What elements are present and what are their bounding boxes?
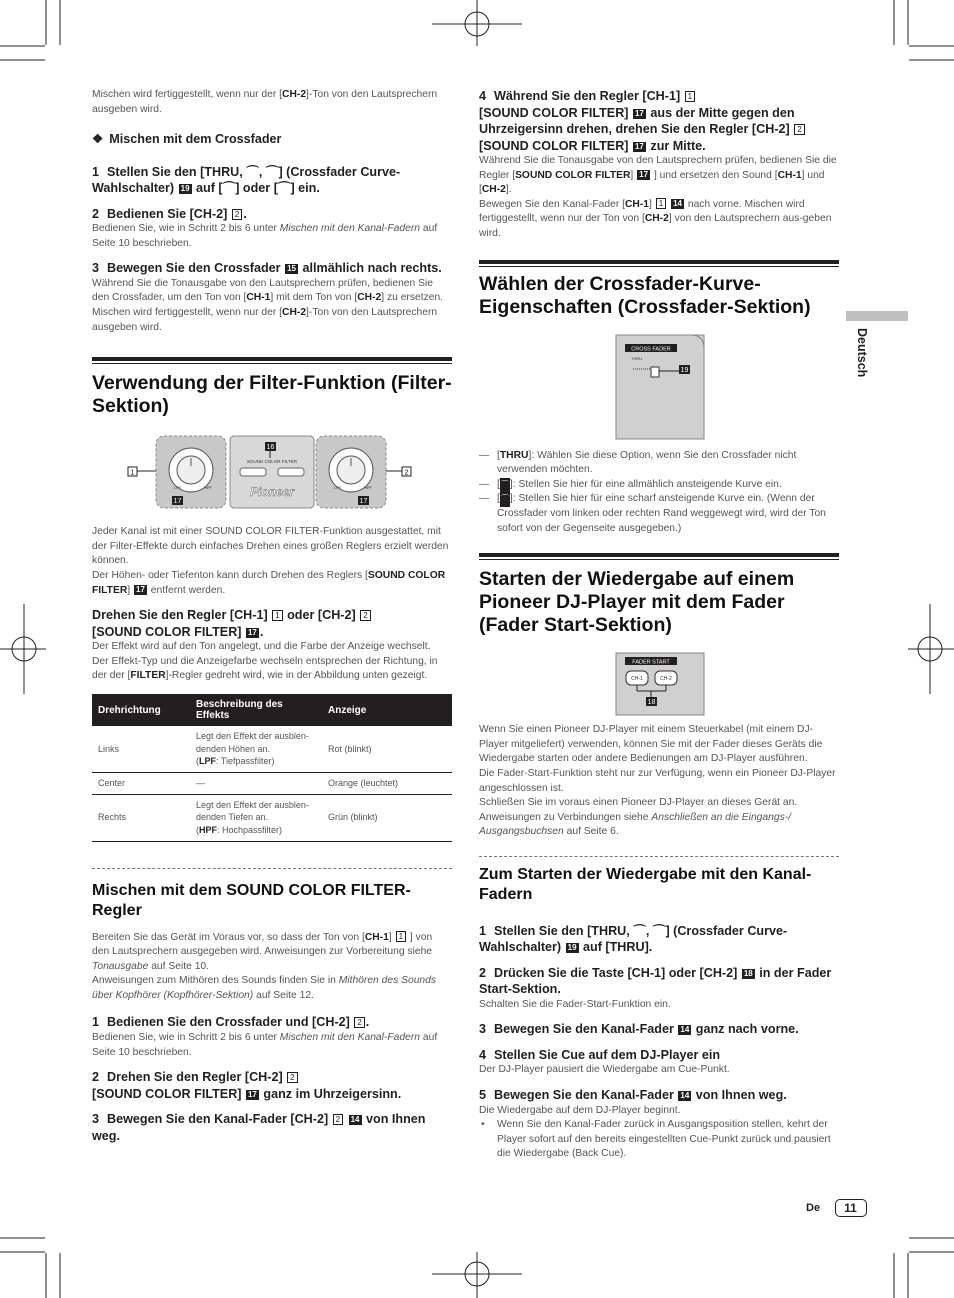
scf-para: Bereiten Sie das Gerät im Voraus vor, so dass der Ton von [CH-1] 1 ] von den Lautsprechern ausgegeben wird. Anweisungen zur Vorbereitung siehe Tonausgabe auf Seite 10. Anweisungen zum Mithören des Sounds finden Sie in Mithören des Sounds über Kopfhörer (Kopfhörer-Sektion) auf Seite 12. — [92, 931, 437, 1001]
kf-step-5: 5 Bewegen Sie den Kanal-Fader 14 von Ihnen weg. — [479, 1088, 787, 1103]
table-row: Rechts Legt den Effekt der ausblen-denden Tiefen an. (HPF: Hochpassfilter) Grün (blinkt) — [92, 794, 452, 841]
cf-step-2-body: Bedienen Sie, wie in Schritt 2 bis 6 unter Mischen mit den Kanal-Fadern auf Seite 10 beschrieben. — [92, 223, 438, 249]
kf-step-4: 4 Stellen Sie Cue auf dem DJ-Player ein — [479, 1047, 721, 1062]
intro-text: Mischen wird fertiggestellt, wenn nur der [CH-2]-Ton von den Lautsprechern ausgeben wird. — [92, 89, 438, 115]
kanal-fader-title: Zum Starten der Wiedergabe mit den Kanal-Fadern — [479, 865, 812, 903]
crossfader-figure — [479, 333, 839, 441]
svg-text:18: 18 — [647, 699, 656, 707]
table-header: Anzeige — [322, 694, 452, 726]
scf-step-3: 3 Bewegen Sie den Kanal-Fader [CH-2] 2 14 von Ihnen weg. — [92, 1112, 426, 1143]
filter-rule — [92, 357, 452, 361]
kf-step-2-body: Schalten Sie die Fader-Start-Funktion ein. — [479, 998, 671, 1010]
cf-step-1: 1 Stellen Sie den [THRU, ⌒, ⌒] (Crossfader Curve-Wahlschalter) 19 auf [⌒] oder [⌒] ein. — [92, 164, 401, 196]
curve-option-gradual: — [⌒]: Stellen Sie hier für eine allmählich ansteigende Kurve ein. — [479, 478, 839, 493]
effect-table — [92, 694, 452, 842]
table-header: Drehrichtung — [92, 694, 190, 726]
kf-step-5-body: Die Wiedergabe auf dem DJ-Player beginnt. — [479, 1104, 681, 1116]
svg-text:17: 17 — [173, 498, 182, 506]
svg-text:2: 2 — [404, 469, 409, 477]
page-footer — [806, 1199, 867, 1217]
table-row: Links Legt den Effekt der ausblen-denden Höhen an. (LPF: Tiefpassfilter) Rot (blinkt) — [92, 726, 452, 773]
fader-start-rule — [479, 553, 839, 557]
fader-start-figure — [479, 651, 839, 717]
svg-text:17: 17 — [359, 498, 368, 506]
language-tab — [846, 311, 908, 321]
scf-step-1-body: Bedienen Sie, wie in Schritt 2 bis 6 unter Mischen mit den Kanal-Fadern auf Seite 10 beschrieben. — [92, 1031, 438, 1058]
kf-step-3: 3 Bewegen Sie den Kanal-Fader 14 ganz nach vorne. — [479, 1022, 799, 1037]
scf-step-1: 1 Bedienen Sie den Crossfader und [CH-2] 2 . — [92, 1015, 370, 1030]
svg-text:FADER START: FADER START — [632, 659, 670, 666]
step-4: 4 Während Sie den Regler [CH-1] 1 [SOUND COLOR FILTER] 17 aus der Mitte gegen den Uhrzeigersinn drehen, drehen Sie den Regler [CH-2] 2 [SOUND COLOR FILTER] 17 zur Mitte. — [479, 88, 839, 154]
step-4-body: Während Sie die Tonausgabe von den Lautsprechern prüfen, bedienen Sie die Regler [SOUND COLOR FILTER] 17 ] und ersetzen den Sound [CH-1] und [CH-2]. Bewegen Sie den Kanal-Fader [CH-1] 1 14 nach vorne. Mischen wird fertiggestellt, wenn nur der Ton von [CH-2] von den Lautsprechern aus-geben wird. — [479, 155, 837, 239]
footer-language: De — [806, 1202, 821, 1214]
kanal-divider — [479, 856, 839, 857]
table-row: Center — Orange (leuchtet) — [92, 773, 452, 795]
crossfader-section-title: Wählen der Crossfader-Kurve-Eigenschaften (Crossfader-Sektion) — [479, 272, 811, 318]
kf-step-4-body: Der DJ-Player pausiert die Wiedergabe am Cue-Punkt. — [479, 1064, 730, 1076]
svg-text:1: 1 — [130, 469, 135, 477]
filter-para-1: Jeder Kanal ist mit einer SOUND COLOR FILTER-Funktion ausgestattet, mit der Filter-Effekte durch einfaches Drehen eines großen Reglers erzielt werden können. Der Höhen- oder Tiefenton kann durch Drehen des Reglers [SOUND COLOR FILTER] 17 entfernt werden. — [92, 526, 449, 596]
kf-step-5-bullet: • Wenn Sie den Kanal-Fader zurück in Ausgangsposition stellen, kehrt der Player sofort auf den bereits eingestellten Cue-Punkt zurück und pausiert die Wiedergabe (Back Cue). — [479, 1118, 839, 1162]
svg-text:19: 19 — [680, 366, 689, 374]
scf-section-title: Mischen mit dem SOUND COLOR FILTER-Regler — [92, 881, 411, 919]
filter-step: Drehen Sie den Regler [CH-1] 1 oder [CH-2] 2 [SOUND COLOR FILTER] 17 . — [92, 607, 452, 640]
scf-step-2: 2 Drehen Sie den Regler [CH-2] 2 [SOUND COLOR FILTER] 17 ganz im Uhrzeigersinn. — [92, 1070, 402, 1101]
table-header-row — [92, 694, 452, 726]
svg-text:SOUND COLOR FILTER: SOUND COLOR FILTER — [247, 459, 297, 465]
kf-step-1: 1 Stellen Sie den [THRU, ⌒, ⌒] (Crossfader Curve-Wahlschalter) 19 auf [THRU]. — [479, 923, 788, 955]
svg-text:CROSS FADER: CROSS FADER — [631, 346, 671, 353]
svg-text:CH-2: CH-2 — [660, 676, 672, 683]
svg-text:THRU: THRU — [631, 355, 643, 361]
crossfader-heading: ❖ Mischen mit dem Crossfader — [92, 132, 282, 147]
filter-step-body: Der Effekt wird auf den Ton angelegt, und die Farbe der Anzeige wechselt. Der Effekt-Typ und die Anzeigefarbe wechseln entsprechen der Richtung, in der der [FILTER]-Regler gedreht wird, wie in der Abbildung unten gezeigt. — [92, 641, 438, 682]
cf-step-2: 2 Bedienen Sie [CH-2] 2 . — [92, 206, 247, 221]
left-column — [92, 88, 452, 1144]
svg-text:LPF: LPF — [174, 485, 182, 491]
crossfader-section-rule — [479, 260, 839, 264]
kf-step-2: 2 Drücken Sie die Taste [CH-1] oder [CH-2] 18 in der Fader Start-Sektion. — [479, 965, 832, 997]
filter-section-figure — [92, 434, 452, 520]
svg-text:Pioneer: Pioneer — [249, 485, 295, 500]
fader-start-title: Starten der Wiedergabe auf einem Pioneer DJ-Player mit dem Fader (Fader Start-Sektion) — [479, 568, 795, 637]
fader-start-para: Wenn Sie einen Pioneer DJ-Player mit einem Steuerkabel (mit einem DJ-Player mitgeliefert) verwenden, können Sie mit der Fader dieses Geräts die Wiedergabe starten oder andere Bedienungen am DJ-Player ausführen. Die Fader-Start-Funktion steht nur zur Verfügung, wenn ein Pioneer DJ-Player angeschlossen ist. Schließen Sie im voraus einen Pioneer DJ-Player an dieses Gerät an. Anweisungen zu Verbindungen siehe Anschließen an die Eingangs-/ Ausgangsbuchsen auf Seite 6. — [479, 724, 836, 838]
cf-step-3: 3 Bewegen Sie den Crossfader 15 allmählich nach rechts. — [92, 261, 442, 276]
svg-text:Deutsch: Deutsch — [855, 328, 869, 378]
filter-section-title: Verwendung der Filter-Funktion (Filter-Sektion) — [92, 372, 452, 418]
page-number: 11 — [835, 1199, 867, 1217]
cf-step-3-body: Während Sie die Tonausgabe von den Lautsprechern prüfen, bedienen Sie den Crossfader, um den Ton von [CH-1] mit dem Ton von [CH-2] zu ersetzen. Mischen wird fertiggestellt, wenn nur der [CH-2]-Ton von den Lautsprechern ausgeben wird. — [92, 277, 444, 333]
table-header: Beschreibung des Effekts — [190, 694, 322, 726]
svg-text:16: 16 — [266, 444, 275, 452]
language-label — [852, 328, 872, 388]
curve-option-thru: — [THRU]: Wählen Sie diese Option, wenn Sie den Crossfader nicht verwenden möchten. — [479, 449, 839, 478]
svg-text:HPF: HPF — [204, 485, 212, 491]
svg-text:HPF: HPF — [364, 485, 372, 491]
svg-text:LPF: LPF — [334, 485, 342, 491]
scf-divider — [92, 868, 452, 869]
right-column — [479, 88, 839, 1162]
svg-text:CH-1: CH-1 — [631, 676, 643, 683]
curve-option-sharp: — [⌒]: Stellen Sie hier für eine scharf ansteigende Kurve ein. (Wenn der Crossfader vom linken oder rechten Rand weggewegt wird, wird der Ton sofort von der Gegenseite ausgegeben.) — [479, 492, 839, 536]
